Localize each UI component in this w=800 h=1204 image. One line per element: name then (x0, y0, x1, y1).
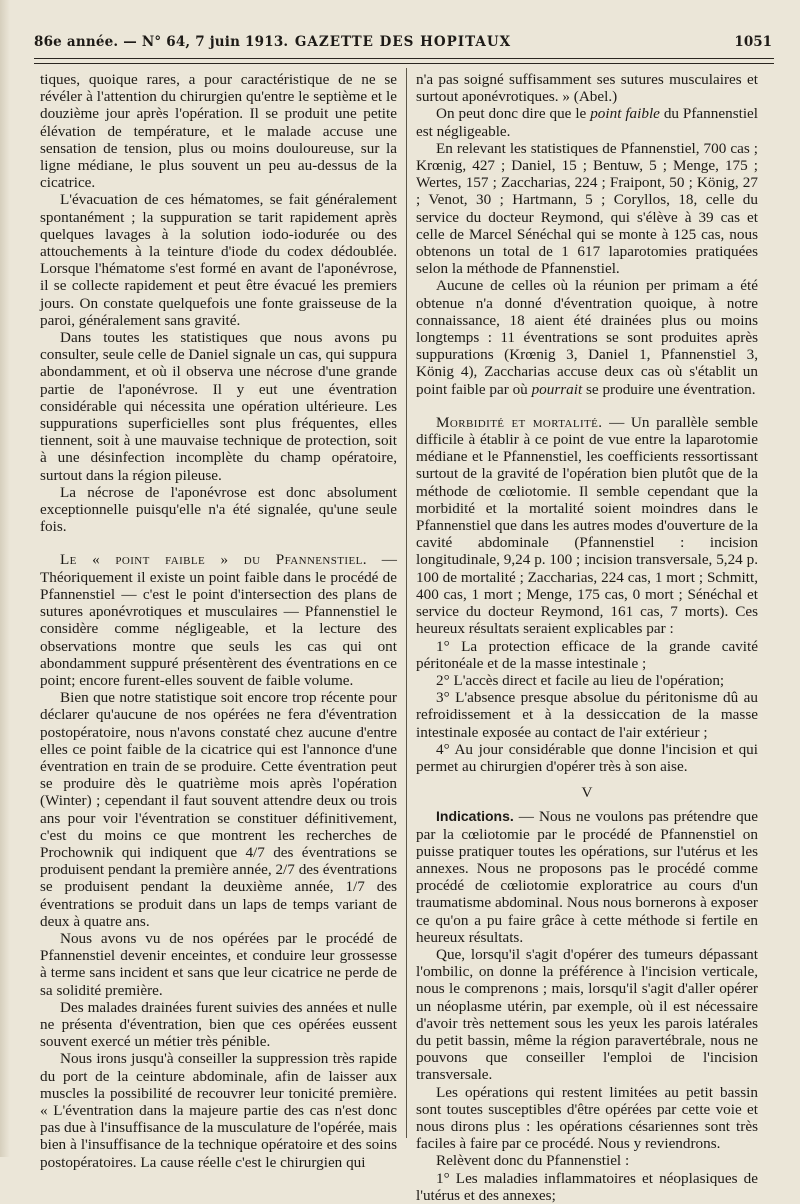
paragraph: Les opérations qui restent limitées au petit bassin sont toutes susceptibles d'être opérées par cette voie et nous dirons plus : les opérations césariennes sont très faciles à faire par ce procédé. Nous y reviendrons. (416, 1083, 758, 1153)
list-item: 1° La protection efficace de la grande cavité péritonéale et de la masse intestinale ; (416, 637, 758, 672)
right-column (416, 71, 758, 1204)
paragraph (416, 105, 758, 139)
paragraph: En relevant les statistiques de Pfannenstiel, 700 cas ; Krœnig, 427 ; Daniel, 15 ; Bentuw, 5 ; Menge, 175 ; Wertes, 157 ; Zaccharias, 224 ; Fraipont, 50 ; König, 27 ; Venot, 30 ; Hartmann, 5 ; Coryllos, 18, celle du service du docteur Reymond, qui s'élève à 39 cas et celle de Marcel Sénéchal qui se monte à 125 cas, nous obtenons un total de 1 617 laparotomies pratiquées selon la méthode de Pfannenstiel. (416, 139, 758, 278)
list-item: 1° Les maladies inflammatoires et néoplasiques de l'utérus et des annexes; (416, 1169, 758, 1204)
paragraph: Nous irons jusqu'à conseiller la suppression très rapide du port de la ceinture abdominale, afin de laisser aux muscles la possibilité de recouvrer leur tonicité première. « L'éventration dans la majeure partie des cas n'est donc pas due à l'insuffisance de la musculature de l'opérée, mais bien à l'insuffisance de la technique opératoire et des soins postopératoires. La cause réelle c'est le chirurgien qui (40, 1050, 397, 1171)
paragraph: Relèvent donc du Pfannenstiel : (436, 1152, 630, 1170)
paragraph-text: se produire une éventration. (582, 380, 756, 398)
journal-title: GAZETTE DES HOPITAUX (294, 34, 512, 50)
paragraph: Nous avons vu de nos opérées par le procédé de Pfannenstiel devenir enceintes, et conduire leur grossesse à terme sans incident et sans que leur cicatrice ne perde de sa solidité première. (40, 929, 397, 999)
paragraph: n'a pas soigné suffisamment ses sutures musculaires et surtout aponévrotiques. » (Abel.) (416, 71, 758, 106)
paragraph: Que, lorsqu'il s'agit d'opérer des tumeurs dépassant l'ombilic, on donne la préférence à l'incision verticale, nous le comprenons ; mais, lorsqu'il s'agit d'aller opérer un néoplasme utérin, par exemple, où il est nécessaire d'avoir très nettement sous les yeux les parois latérales du petit bassin, même la région paravertébrale, nous ne pouvons que conseiller l'emploi de l'incision transversale. (416, 945, 758, 1084)
paragraph (416, 277, 758, 397)
paragraph: Bien que notre statistique soit encore trop récente pour déclarer qu'aucune de nos opérées ne fera d'éventration postopératoire, nous n'avons constaté chez aucune d'entre elles ce point faible de la cicatrice qui est l'annonce d'une éventration en train de se produire. Cette éventration peut se produire dès le quatrième mois après l'opération (Winter) ; cependant il faut souvent attendre deux ou trois ans pour voir l'éventration se constituer définitivement, c'est du moins ce que montrent les recherches de Prochownik qui indiquent que 4/7 des éventrations se produisent pendant la première année, 2/7 des éventrations se produisent pendant la deuxième année, 1/7 des éventrations se produit dans un laps de temps variant de deux à quatre ans. (40, 689, 397, 930)
emphasis: point faible (590, 105, 660, 123)
paragraph-indications (416, 808, 758, 946)
header-rule-thick (34, 58, 774, 59)
paragraph-text: du Pfannenstiel est négligeable. (416, 105, 759, 140)
section-number: V (581, 784, 593, 802)
paragraph-weak-point (40, 551, 397, 689)
paragraph: Des malades drainées furent suivies des années et nulle ne présenta d'éventration, bien que ces opérées eussent souvent exercé un métier très pénible. (40, 998, 397, 1051)
paragraph: tiques, quoique rares, a pour caractéristique de ne se révéler à l'attention du chirurgien qu'entre le septième et le douzième jour après l'opération. Il se produit une petite élévation de température, et le malade accuse une sensation de tension, plus ou moins douloureuse, sur la ligne médiane, le plus souvent un peu au-dessus de la cicatrice. (40, 71, 397, 192)
emphasis: pourrait (531, 380, 583, 398)
subsection-heading: Morbidité et mortalité. (436, 413, 603, 431)
paragraph-text: — Théoriquement il existe un point faible dans le procédé de Pfannenstiel — c'est le point d'intersection des plans de sutures aponévrotiques et musculaires — Pfannenstiel le considère comme négligeable, et la lecture des observations montre que seuls les cas qui ont abondamment suppuré présentèrent des éventrations en ce point; encore furent-elles souvent de faible volume. (40, 551, 397, 689)
paragraph-text: — Nous ne voulons pas prétendre que par la cœliotomie par le procédé de Pfannenstiel on puisse pratiquer toutes les opérations, sur l'utérus et les annexes. Nous ne proposons pas le procédé comme procédé de cœliotomie exploratrice au cours d'un traumatisme abdominal. Nous nous bornerons à exposer ce qu'on a pu faire grâce à cette méthode si fertile en heureux résultats. (416, 808, 758, 946)
header-rule-thin (34, 63, 774, 64)
paragraph-text: — Un parallèle semble difficile à établir à ce point de vue entre la laparotomie médiane et le Pfannenstiel, les coefficients ressortissant surtout de la gravité de l'opération bien plutôt que de la méthode de cœliotomie. Il semble cependant que la morbidité et la mortalité soient moindres dans le Pfannenstiel que dans les autres modes d'ouverture de la cavité abdominale (Pfannenstiel : incision longitudinale, 9,24 p. 100 ; incision transversale, 5,24 p. 100 de mortalité ; Zaccharias, 224 cas, 1 mort ; Schmitt, 400 cas, 1 mort ; Menge, 175 cas, 0 mort ; Sénéchal et service du docteur Reymond, 161 cas, 7 morts). Ces heureux résultats seraient explicables par : (416, 413, 758, 638)
page-number: 1051 (734, 34, 772, 50)
subsection-heading: Le « point faible » du Pfannenstiel. (60, 551, 367, 569)
issue-info: 86e année. — N° 64, 7 juin 1913. (34, 34, 289, 50)
list-item: 4° Au jour considérable que donne l'incision et qui permet au chirurgien d'opérer très à son aise. (416, 740, 758, 775)
paragraph-text: On peut donc dire que le (436, 105, 591, 123)
running-header (34, 30, 772, 52)
list-item: 3° L'absence presque absolue du péritonisme dû au refroidissement et à la dessiccation de la masse intestinale exposée au contact de l'air extérieur ; (416, 689, 758, 741)
subsection-heading: Indications. (436, 808, 514, 825)
page-edge-shadow (0, 0, 10, 1157)
paragraph-text: Aucune de celles où la réunion per primam a été obtenue n'a donné d'éventration quoique, à notre connaissance, 18 aient été drainées plus ou moins longtemps : 11 éventrations se sont produites après suppurations (Krœnig 3, Daniel 1, Pfannenstiel 3, König 4), Zaccharias accuse deux cas où s'établit un point faible par où (416, 277, 758, 398)
paragraph: La nécrose de l'aponévrose est donc absolument exceptionnelle puisqu'elle n'a été signalée, qu'une seule fois. (40, 483, 397, 536)
paragraph: Dans toutes les statistiques que nous avons pu consulter, seule celle de Daniel signale un cas, qui suppura abondamment, et où il observa une nécrose d'une grande partie de l'aponévrose. Il y eut une éventration considérable qui nécessita une opération ultérieure. Les suppurations superficielles sont plus fréquentes, elles tiennent, soit à une mauvaise technique de protection, soit à une désinfection incomplète du champ opératoire, surtout dans la région pileuse. (40, 329, 397, 484)
paragraph-morbidity (416, 414, 758, 638)
list-item: 2° L'accès direct et facile au lieu de l'opération; (436, 671, 725, 689)
column-divider (406, 68, 407, 1138)
paragraph: L'évacuation de ces hématomes, se fait généralement spontanément ; la suppuration se tarit rapidement après quelques lavages à la solution iodo-iodurée ou des attouchements à la teinture d'iode du codex dédoublée. Lorsque l'hématome s'est formé en avant de l'aponévrose, il se collecte rapidement et peut être évacué les premiers jours. On constate quelquefois une fonte graisseuse de la paroi, généralement sans gravité. (40, 191, 397, 329)
left-column (40, 71, 397, 1171)
